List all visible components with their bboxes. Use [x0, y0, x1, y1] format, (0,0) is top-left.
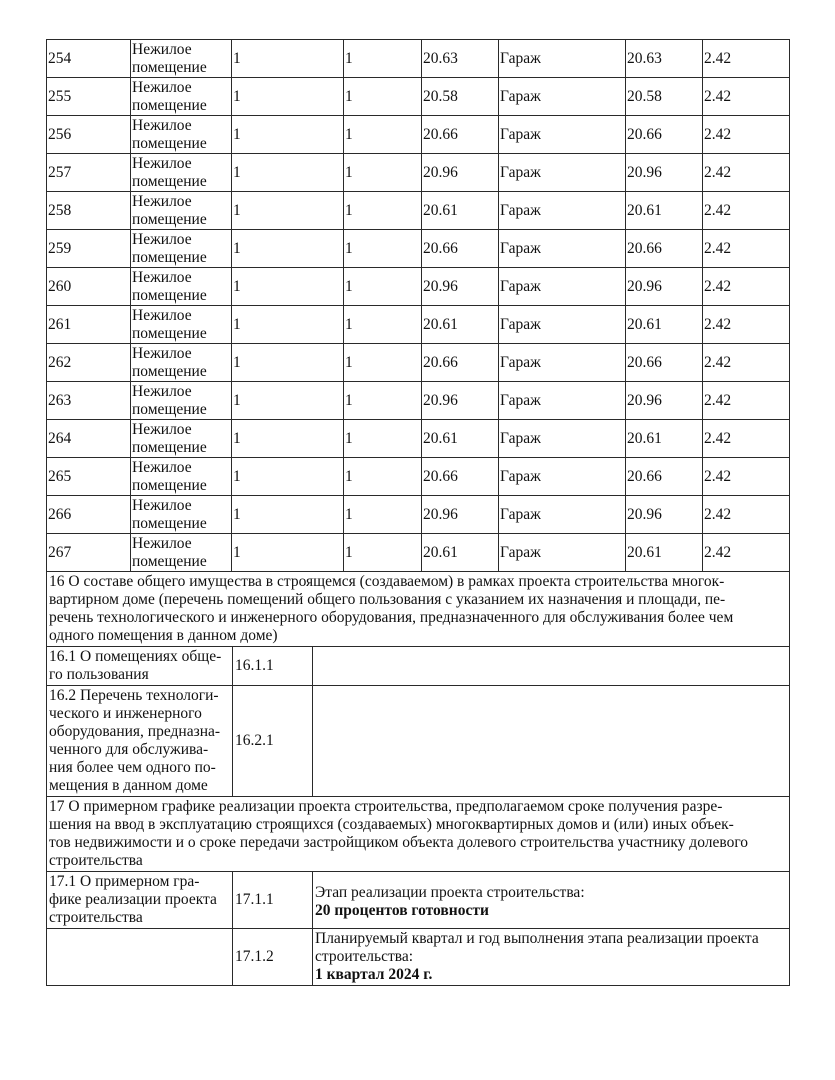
room-purpose-cell: Гараж [499, 496, 626, 534]
unit-number-cell: 265 [47, 458, 131, 496]
section-16-1-value [313, 646, 790, 685]
unit-area-cell: 20.66 [422, 458, 499, 496]
unit-area-cell: 20.61 [422, 420, 499, 458]
unit-number-cell: 258 [47, 192, 131, 230]
unit-number-cell: 262 [47, 344, 131, 382]
unit-area-cell: 20.61 [422, 306, 499, 344]
ceiling-height-cell: 2.42 [703, 268, 790, 306]
room-area-cell: 20.66 [626, 230, 703, 268]
unit-type-cell: Нежилое помещение [131, 306, 232, 344]
unit-col3-cell: 1 [232, 306, 344, 344]
unit-type-cell: Нежилое помещение [131, 534, 232, 572]
unit-col3-cell: 1 [232, 40, 344, 78]
section-17-heading: 17 О примерном графике реализации проекта строительства, предполагаемом сроке получения разре- шения на ввод в эксплуатацию строящихся (создаваемых) многоквартирных домов и (или) иных объек- тов недвижимости и о сроке передачи застройщиком объекта долевого строительства участнику долевого строительства [47, 796, 790, 871]
unit-type-cell: Нежилое помещение [131, 116, 232, 154]
section-17-heading-row [47, 796, 790, 871]
unit-area-cell: 20.58 [422, 78, 499, 116]
ceiling-height-cell: 2.42 [703, 458, 790, 496]
unit-area-cell: 20.61 [422, 534, 499, 572]
room-area-cell: 20.96 [626, 496, 703, 534]
table-row [47, 192, 790, 230]
unit-number-cell: 257 [47, 154, 131, 192]
ceiling-height-cell: 2.42 [703, 344, 790, 382]
room-purpose-cell: Гараж [499, 192, 626, 230]
unit-number-cell: 261 [47, 306, 131, 344]
unit-area-cell: 20.66 [422, 344, 499, 382]
room-purpose-cell: Гараж [499, 230, 626, 268]
room-purpose-cell: Гараж [499, 382, 626, 420]
table-row [47, 40, 790, 78]
ceiling-height-cell: 2.42 [703, 40, 790, 78]
room-purpose-cell: Гараж [499, 40, 626, 78]
table-row [47, 230, 790, 268]
unit-col4-cell: 1 [344, 306, 422, 344]
section-17-1-2-label [47, 928, 233, 985]
unit-area-cell: 20.96 [422, 154, 499, 192]
unit-area-cell: 20.63 [422, 40, 499, 78]
unit-col4-cell: 1 [344, 344, 422, 382]
room-area-cell: 20.96 [626, 154, 703, 192]
unit-area-cell: 20.96 [422, 268, 499, 306]
unit-col3-cell: 1 [232, 496, 344, 534]
units-table [46, 39, 790, 572]
table-row [47, 306, 790, 344]
table-row [47, 154, 790, 192]
unit-col3-cell: 1 [232, 192, 344, 230]
unit-number-cell: 254 [47, 40, 131, 78]
section-16-heading: 16 О составе общего имущества в строящемся (создаваемом) в рамках проекта строительства многок- вартирном доме (перечень помещений общего пользования с указанием их назначения и площади, пе- речень технологического и инженерного оборудования, предназначенного для обслуживания более чем одного помещения в данном доме) [47, 571, 790, 646]
table-row [47, 78, 790, 116]
table-row [47, 116, 790, 154]
unit-col4-cell: 1 [344, 116, 422, 154]
unit-type-cell: Нежилое помещение [131, 496, 232, 534]
unit-col4-cell: 1 [344, 534, 422, 572]
unit-number-cell: 267 [47, 534, 131, 572]
unit-number-cell: 255 [47, 78, 131, 116]
room-area-cell: 20.61 [626, 192, 703, 230]
unit-type-cell: Нежилое помещение [131, 382, 232, 420]
room-area-cell: 20.61 [626, 534, 703, 572]
section-17-1-1-row [47, 871, 790, 928]
unit-col4-cell: 1 [344, 268, 422, 306]
unit-number-cell: 256 [47, 116, 131, 154]
ceiling-height-cell: 2.42 [703, 534, 790, 572]
unit-area-cell: 20.66 [422, 116, 499, 154]
unit-type-cell: Нежилое помещение [131, 344, 232, 382]
table-row [47, 268, 790, 306]
ceiling-height-cell: 2.42 [703, 154, 790, 192]
section-17-1-2-value: Планируемый квартал и год выполнения этапа реализации проекта строительства: 1 квартал 2024 г. [313, 928, 790, 985]
unit-type-cell: Нежилое помещение [131, 420, 232, 458]
ceiling-height-cell: 2.42 [703, 78, 790, 116]
section-16-2-value [313, 685, 790, 796]
units-table-body [47, 40, 790, 572]
construction-stage-value: 20 процентов готовности [315, 902, 489, 919]
ceiling-height-cell: 2.42 [703, 420, 790, 458]
room-purpose-cell: Гараж [499, 154, 626, 192]
section-16-2-row [47, 685, 790, 796]
section-16-heading-row [47, 571, 790, 646]
room-area-cell: 20.58 [626, 78, 703, 116]
unit-number-cell: 263 [47, 382, 131, 420]
unit-col4-cell: 1 [344, 382, 422, 420]
unit-area-cell: 20.61 [422, 192, 499, 230]
unit-type-cell: Нежилое помещение [131, 192, 232, 230]
unit-col4-cell: 1 [344, 230, 422, 268]
ceiling-height-cell: 2.42 [703, 306, 790, 344]
unit-col3-cell: 1 [232, 344, 344, 382]
unit-type-cell: Нежилое помещение [131, 40, 232, 78]
room-purpose-cell: Гараж [499, 420, 626, 458]
room-area-cell: 20.61 [626, 306, 703, 344]
unit-area-cell: 20.96 [422, 496, 499, 534]
ceiling-height-cell: 2.42 [703, 116, 790, 154]
unit-col3-cell: 1 [232, 230, 344, 268]
room-purpose-cell: Гараж [499, 268, 626, 306]
table-row [47, 420, 790, 458]
room-area-cell: 20.96 [626, 382, 703, 420]
section-16-1-label: 16.1 О помещениях обще- го пользования [47, 646, 233, 685]
unit-col4-cell: 1 [344, 420, 422, 458]
section-17-1-2-code: 17.1.2 [233, 928, 313, 985]
room-purpose-cell: Гараж [499, 306, 626, 344]
unit-col4-cell: 1 [344, 78, 422, 116]
unit-number-cell: 264 [47, 420, 131, 458]
section-17-1-2-row [47, 928, 790, 985]
room-purpose-cell: Гараж [499, 534, 626, 572]
ceiling-height-cell: 2.42 [703, 496, 790, 534]
room-purpose-cell: Гараж [499, 344, 626, 382]
unit-type-cell: Нежилое помещение [131, 78, 232, 116]
section-17-1-1-value: Этап реализации проекта строительства: 20 процентов готовности [313, 871, 790, 928]
section-16-1-code: 16.1.1 [233, 646, 313, 685]
section-16-1-row [47, 646, 790, 685]
table-row [47, 496, 790, 534]
unit-col4-cell: 1 [344, 496, 422, 534]
table-row [47, 534, 790, 572]
room-purpose-cell: Гараж [499, 116, 626, 154]
room-area-cell: 20.66 [626, 116, 703, 154]
room-area-cell: 20.63 [626, 40, 703, 78]
unit-col4-cell: 1 [344, 458, 422, 496]
unit-col3-cell: 1 [232, 420, 344, 458]
unit-col4-cell: 1 [344, 154, 422, 192]
ceiling-height-cell: 2.42 [703, 230, 790, 268]
unit-col4-cell: 1 [344, 192, 422, 230]
unit-area-cell: 20.96 [422, 382, 499, 420]
planned-quarter-value: 1 квартал 2024 г. [315, 965, 433, 983]
unit-number-cell: 259 [47, 230, 131, 268]
table-row [47, 344, 790, 382]
unit-col3-cell: 1 [232, 78, 344, 116]
unit-col3-cell: 1 [232, 534, 344, 572]
room-area-cell: 20.61 [626, 420, 703, 458]
unit-number-cell: 266 [47, 496, 131, 534]
unit-type-cell: Нежилое помещение [131, 230, 232, 268]
unit-type-cell: Нежилое помещение [131, 268, 232, 306]
section-16-2-label: 16.2 Перечень технологи- ческого и инженерного оборудования, предназна- ченного для обслужива- ния более чем одного по- мещения в данном доме [47, 685, 233, 796]
section-16-2-code: 16.2.1 [233, 685, 313, 796]
section-17-1-1-code: 17.1.1 [233, 871, 313, 928]
unit-type-cell: Нежилое помещение [131, 458, 232, 496]
section-17-1-label: 17.1 О примерном гра- фике реализации проекта строительства [47, 871, 233, 928]
document-page [46, 39, 789, 986]
room-area-cell: 20.66 [626, 344, 703, 382]
unit-type-cell: Нежилое помещение [131, 154, 232, 192]
table-row [47, 382, 790, 420]
table-row [47, 458, 790, 496]
room-purpose-cell: Гараж [499, 78, 626, 116]
sections-table [46, 571, 790, 986]
room-area-cell: 20.66 [626, 458, 703, 496]
unit-col3-cell: 1 [232, 382, 344, 420]
ceiling-height-cell: 2.42 [703, 192, 790, 230]
unit-col3-cell: 1 [232, 154, 344, 192]
unit-number-cell: 260 [47, 268, 131, 306]
room-purpose-cell: Гараж [499, 458, 626, 496]
unit-col3-cell: 1 [232, 268, 344, 306]
unit-col4-cell: 1 [344, 40, 422, 78]
unit-area-cell: 20.66 [422, 230, 499, 268]
unit-col3-cell: 1 [232, 116, 344, 154]
room-area-cell: 20.96 [626, 268, 703, 306]
ceiling-height-cell: 2.42 [703, 382, 790, 420]
unit-col3-cell: 1 [232, 458, 344, 496]
